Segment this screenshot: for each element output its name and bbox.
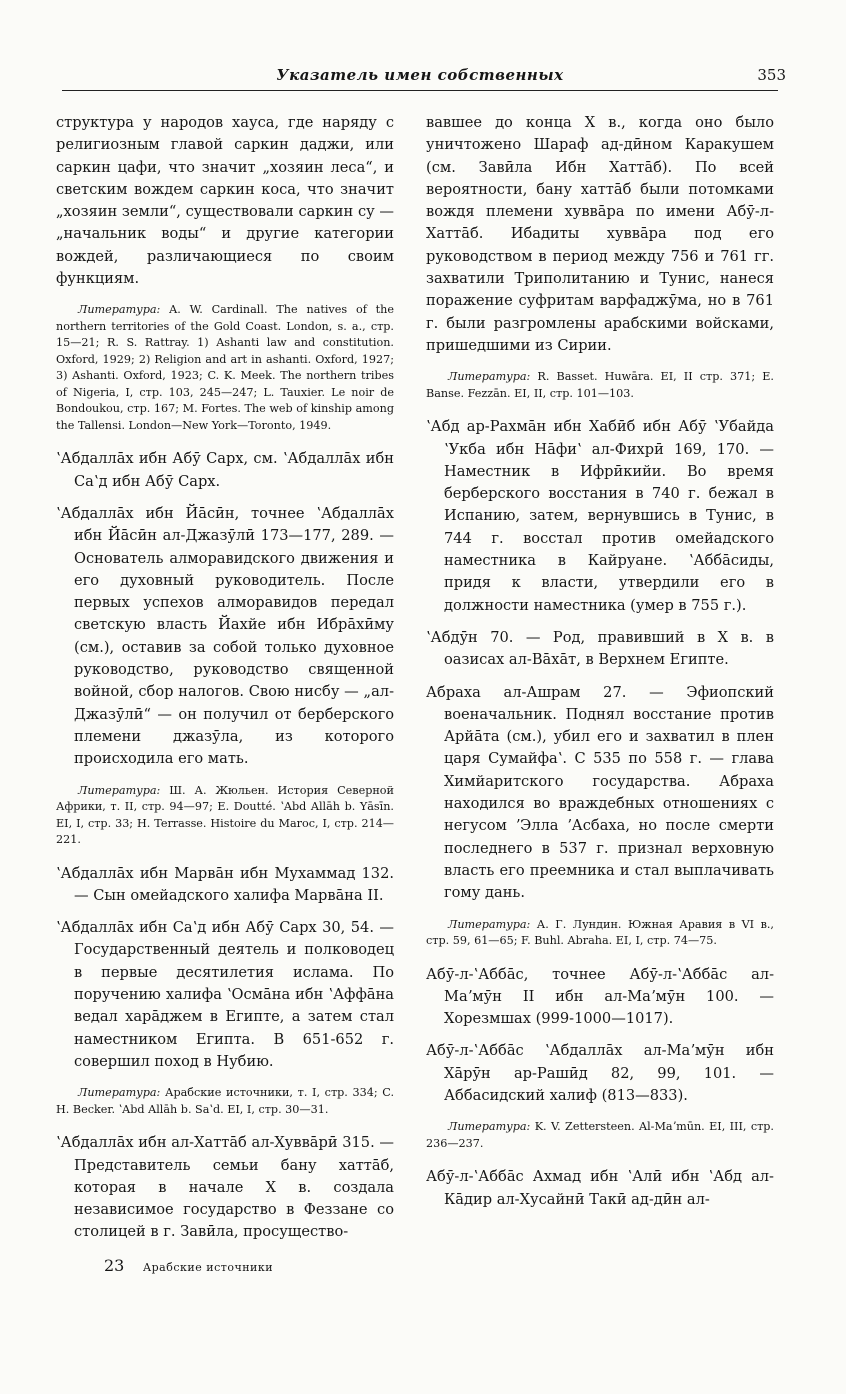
index-entry: ʽАбдаллāх ибн Марвāн ибн Мухаммад 132. — Сын омейадского халифа Марвāна II. (56, 864, 394, 904)
literature-note (56, 302, 394, 434)
literature-label: Литература: (78, 1086, 161, 1100)
literature-text: Арабские источники, т. I, стр. 334; C. H. Becker. ʽAbd Allāh b. Saʽd. EI, I, стр. 30—31. (56, 1086, 395, 1116)
continued-paragraph: структура у народов хауса, где наряду с религиозным главой саркин даджи, или саркин цафи, что значит „хозяин леса“, и светским вождем саркин коса, что значит „хозяин земли“, существовали саркин су — „начальник воды“ и другие категории вождей, различающиеся по своим функциям. (56, 114, 394, 288)
literature-text: K. V. Zettersteen. Al-Maʼmūn. EI, III, стр. 236—237. (426, 1120, 774, 1150)
signature-number: 23 (104, 1256, 125, 1275)
literature-note (56, 783, 394, 849)
literature-text: Ш. А. Жюльен. История Северной Африки, т. II, стр. 94—97; E. Doutté. ʽAbd Allāh b. Yāsīn. EI, I, стр. 33; H. Terrasse. Histoire du Maroc, I, стр. 214—221. (56, 783, 394, 847)
index-entry: ʽАбдаллāх ибн Йāсӣн, точнее ʽАбдаллāх ибн Йāсӣн ал-Джазӯлӣ 173—177, 289. — Основатель алморавидского движения и его духовный руководитель. После первых успехов алморавидов передал светскую власть Йахйе ибн Ибрāхӣму (см.), оставив за собой только духовное руководство, руководство священной войной, сбор налогов. Свою нисбу — „ал-Джазӯлӣ“ — он получил от берберского племени джазӯла, из которого происходила его мать. (56, 504, 394, 768)
page-number: 353 (757, 66, 786, 84)
literature-text: R. Basset. Huwāra. EI, II стр. 371; E. Banse. Fezzān. EI, II, стр. 101—103. (426, 370, 774, 400)
page-header (62, 66, 786, 91)
literature-text: A. W. Cardinall. The natives of the northern territories of the Gold Coast. London, s. a., стр. 15—21; R. S. Rattray. 1) Ashanti law and constitution. Oxford, 1929; 2) Religion and art in ashanti. Oxford, 1927; 3) Ashanti. Oxford, 1923; C. K. Meek. The northern tribes of Nigeria, I, стр. 103, 245—247; L. Tauxier. Le noir de Bondoukou, стр. 167; M. Fortes. The web of kinship among the Tallensi. London—New York—Toronto, 1949. (56, 303, 395, 432)
index-entry: Абӯ-л-ʽАббāс, точнее Абӯ-л-ʽАббāс ал-Маʼмӯн II ибн ал-Маʼмӯн 100. — Хорезмшах (999-1000—1017). (426, 965, 774, 1028)
index-entry: ʽАбдӯн 70. — Род, правивший в X в. в оазисах ал-Вāхāт, в Верхнем Египте. (426, 628, 774, 669)
literature-label: Литература: (448, 370, 531, 384)
printer-signature (104, 1256, 273, 1275)
right-column (426, 112, 774, 1221)
literature-note (426, 917, 774, 950)
literature-label: Литература: (78, 783, 161, 797)
index-entry: ʽАбдаллāх ибн Абӯ Сарх, см. ʽАбдаллāх ибн Саʽд ибн Абӯ Сарх. (56, 450, 394, 490)
continued-paragraph: вавшее до конца X в., когда оно было уничтожено Шараф ад-дӣном Каракушем (см. Завӣла Ибн Хаттāб). По всей вероятности, бану хаттāб были потомками вождя племени хуввāра по имени Абӯ-л-Хаттāб. Ибадиты хуввāра под его руководством в период между 756 и 761 гг. захватили Триполитанию и Тунис, нанеся поражение суфритам варфаджӯма, но в 761 г. были разгромлены арабскими войсками, пришедшими из Сирии. (426, 114, 774, 354)
index-entry: Абӯ-л-ʽАббāс ʽАбдаллāх ал-Маʼмӯн ибн Хāрӯн ар-Рашӣд 82, 99, 101. — Аббасидский халиф (813—833). (426, 1042, 774, 1104)
literature-label: Литература: (78, 303, 161, 317)
index-entry: Абӯ-л-ʽАббāс Ахмад ибн ʽАлӣ ибн ʽАбд ал-Кāдир ал-Хусайнӣ Такӣ ад-дӣн ал- (426, 1168, 774, 1208)
literature-note (426, 1119, 774, 1152)
index-entry: ʽАбдаллāх ибн ал-Хаттāб ал-Хуввāрӣ 315. — Представитель семьи бану хаттāб, которая в начале X в. создала независимое государство в Феззане со столицей в г. Завӣла, просущество- (56, 1134, 394, 1241)
literature-note (56, 1085, 394, 1118)
running-title: Указатель имен собственных (276, 66, 564, 84)
literature-label: Литература: (448, 1120, 531, 1134)
literature-text: А. Г. Лундин. Южная Аравия в VI в., стр. 59, 61—65; F. Buhl. Abraha. EI, I, стр. 74—75. (426, 917, 774, 947)
literature-label: Литература: (448, 917, 531, 931)
index-entry: ʽАбдаллāх ибн Саʽд ибн Абӯ Сарх 30, 54. — Государственный деятель и полководец в первые десятилетия ислама. По поручению халифа ʽОсмāна ибн ʽАффāна ведал харāджем в Египте, а затем стал наместником Египта. В 651-652 г. совершил поход в Нубию. (56, 919, 394, 1070)
signature-text: Арабские источники (142, 1261, 274, 1274)
literature-note (426, 369, 774, 402)
index-entry: ʽАбд ар-Рахмāн ибн Хабӣб ибн Абӯ ʽУбайда ʽУкба ибн Нāфиʽ ал-Фихрӣ 169, 170. — Наместник в Ифрӣкийи. Во время берберского восстания в 740 г. бежал в Испанию, затем, вернувшись в Тунис, в 744 г. восстал против омейадского наместника в Кайруане. ʽАббāсиды, придя к власти, утвердили его в должности наместника (умер в 755 г.). (426, 418, 774, 614)
left-column (56, 112, 394, 1254)
index-entry: Абраха ал-Ашрам 27. — Эфиопский военачальник. Поднял восстание против Арйāта (см.), убил его и захватил в плен царя Сумайфаʽ. С 535 по 558 г. — глава Химйаритского государства. Абраха находился во враждебных отношениях с негусом ʼЭлла ʼАсбаха, но после смерти последнего в 537 г. признал верховную власть его преемника и стал выплачивать гому дань. (426, 683, 774, 902)
